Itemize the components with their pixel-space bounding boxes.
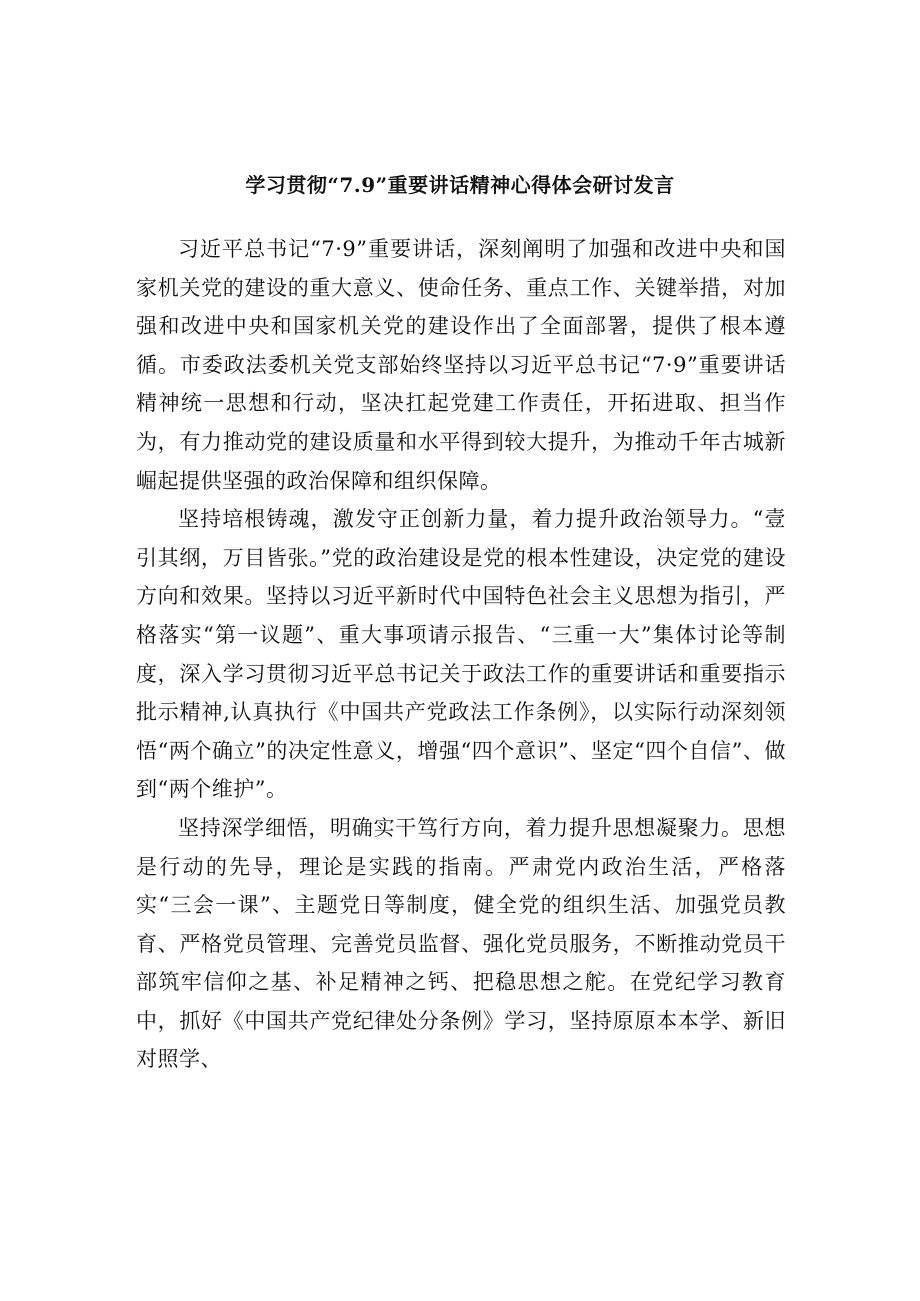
- paragraph-2: 坚持培根铸魂，激发守正创新力量，着力提升政治领导力。“壹引其纲，万目皆张。”党的政治建设是党的根本性建设，决定党的建设方向和效果。坚持以习近平新时代中国特色社会主义思想为指引，严格落实“第一议题”、重大事项请示报告、“三重一大”集体讨论等制度，深入学习贯彻习近平总书记关于政法工作的重要讲话和重要指示批示精神,认真执行《中国共产党政法工作条例》，以实际行动深刻领悟“两个确立”的决定性意义，增强“四个意识”、坚定“四个自信”、做到“两个维护”。: [136, 507, 786, 802]
- paragraph-3: 坚持深学细悟，明确实干笃行方向，着力提升思想凝聚力。思想是行动的先导，理论是实践的指南。严肃党内政治生活，严格落实“三会一课”、主题党日等制度，健全党的组织生活、加强党员教育、严格党员管理、完善党员监督、强化党员服务，不断推动党员干部筑牢信仰之基、补足精神之钙、把稳思想之舵。在党纪学习教育中，抓好《中国共产党纪律处分条例》学习，坚持原原本本学、新旧对照学、: [136, 815, 786, 1072]
- document-title: 学习贯彻“7.9”重要讲话精神心得体会研讨发言: [245, 173, 675, 197]
- document-body: [136, 230, 786, 1079]
- paragraph-1: 习近平总书记“7·9”重要讲话，深刻阐明了加强和改进中央和国家机关党的建设的重大意义、使命任务、重点工作、关键举措，对加强和改进中央和国家机关党的建设作出了全面部署，提供了根本遵循。市委政法委机关党支部始终坚持以习近平总书记“7·9”重要讲话精神统一思想和行动，坚决扛起党建工作责任，开拓进取、担当作为，有力推动党的建设质量和水平得到较大提升，为推动千年古城新崛起提供坚强的政治保障和组织保障。: [136, 237, 786, 493]
